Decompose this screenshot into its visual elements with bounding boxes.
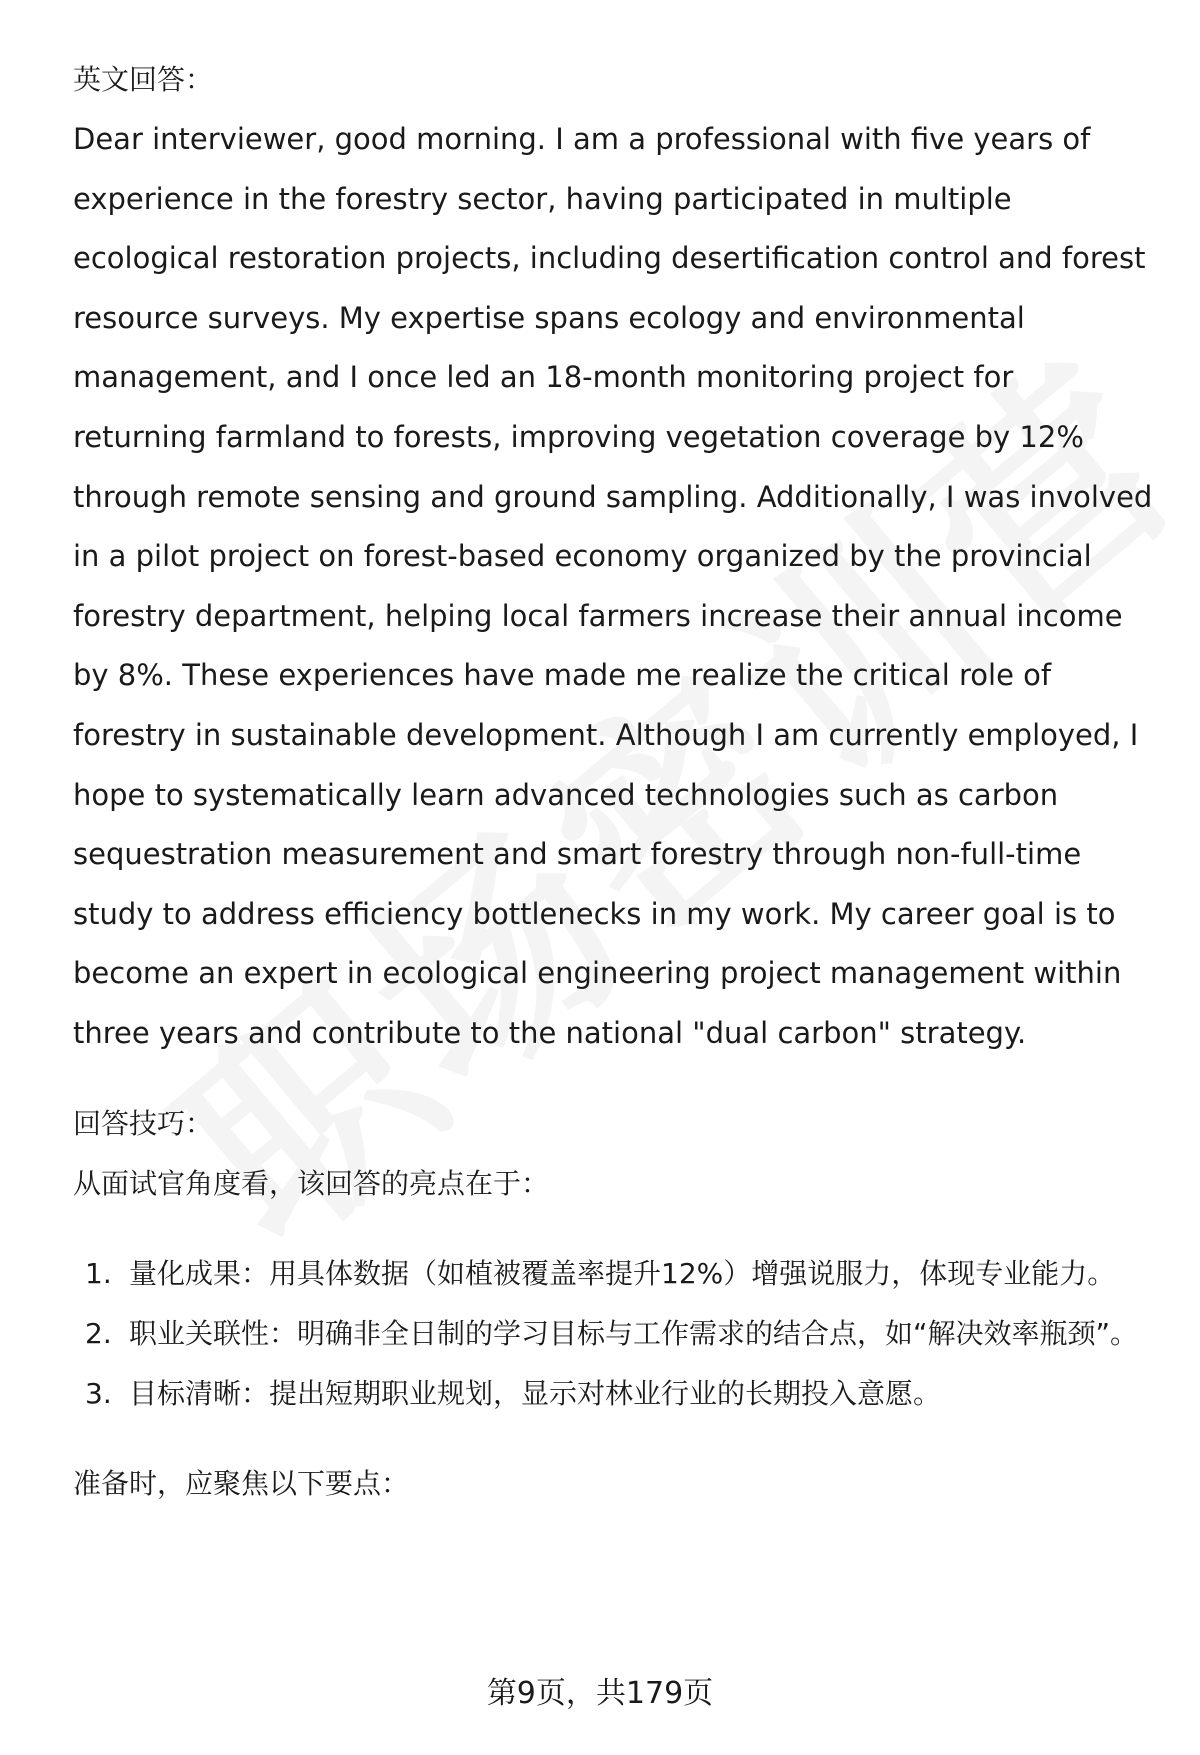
english-answer-label: 英文回答： (73, 63, 214, 96)
highlights-list (73, 1244, 1153, 1424)
list-item-number: 1. (85, 1256, 112, 1290)
list-item (73, 1364, 1153, 1424)
list-item-text: 目标清晰：提出短期职业规划，显示对林业行业的长期投入意愿。 (129, 1376, 942, 1410)
english-answer-text: Dear interviewer, good morning. I am a professional with five years of experience in the forestry sector, having participated in multiple ecological restoration projects, including desertification control and forest resource surveys. My expertise spans ecology and environmental management, and I once led an 18-month monitoring project for returning farmland to forests, improving vegetation coverage by 12% through remote sensing and ground sampling. Additionally, I was involved in a pilot project on forest-based economy organized by the provincial forestry department, helping local farmers increase their annual income by 8%. These experiences have made me realize the critical role of forestry in sustainable development. Although I am currently employed, I hope to systematically learn advanced technologies such as carbon sequestration measurement and smart forestry through non-full-time study to address efficiency bottlenecks in my work. My career goal is to become an expert in ecological engineering project management within three years and contribute to the national "dual carbon" strategy. (73, 122, 1153, 1050)
document-body (73, 50, 1153, 1514)
tips-label: 回答技巧： (73, 1106, 214, 1140)
tips-intro: 从面试官角度看，该回答的亮点在于： (73, 1166, 550, 1200)
list-item-number: 2. (85, 1316, 112, 1350)
page-indicator: 第9页，共179页 (486, 1676, 714, 1711)
preparation-label: 准备时，应聚焦以下要点： (73, 1466, 410, 1500)
list-item-text: 量化成果：用具体数据（如植被覆盖率提升12%）增强说服力，体现专业能力。 (129, 1256, 1116, 1290)
list-item-text: 职业关联性：明确非全日制的学习目标与工作需求的结合点，如“解决效率瓶颈”。 (129, 1316, 1139, 1350)
list-item (73, 1244, 1153, 1304)
list-item-number: 3. (85, 1376, 112, 1410)
list-item (73, 1304, 1153, 1364)
